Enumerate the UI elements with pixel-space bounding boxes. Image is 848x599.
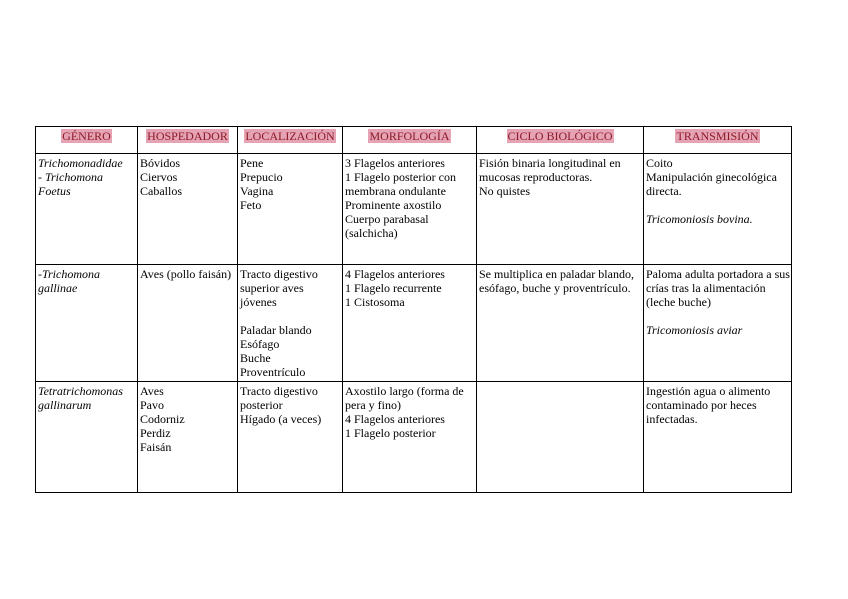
table-row xyxy=(36,154,792,265)
cell-localizacion: Tracto digestivo posterior Hígado (a veces) xyxy=(238,382,343,493)
cell-hospedador: Bóvidos Ciervos Caballos xyxy=(138,154,238,265)
table-row xyxy=(36,382,792,493)
header-row xyxy=(36,127,792,154)
header-localizacion: LOCALIZACIÓN xyxy=(238,127,343,154)
cell-morfologia: 3 Flagelos anteriores 1 Flagelo posterior con membrana ondulante Prominente axostilo Cuerpo parabasal (salchicha) xyxy=(343,154,477,265)
header-morfologia: MORFOLOGÍA xyxy=(343,127,477,154)
cell-localizacion: Pene Prepucio Vagina Feto xyxy=(238,154,343,265)
cell-localizacion: Tracto digestivo superior aves jóvenes Paladar blando Esófago Buche Proventrículo xyxy=(238,265,343,382)
cell-genero: Tetratrichomonas gallinarum xyxy=(36,382,138,493)
trichomonas-table xyxy=(35,126,792,493)
cell-morfologia: Axostilo largo (forma de pera y fino) 4 Flagelos anteriores 1 Flagelo posterior xyxy=(343,382,477,493)
header-hospedador: HOSPEDADOR xyxy=(138,127,238,154)
cell-hospedador: Aves (pollo faisán) xyxy=(138,265,238,382)
cell-genero: -Trichomona gallinae xyxy=(36,265,138,382)
header-genero: GÉNERO xyxy=(36,127,138,154)
cell-hospedador: Aves Pavo Codorniz Perdiz Faisán xyxy=(138,382,238,493)
cell-morfologia: 4 Flagelos anteriores 1 Flagelo recurrente 1 Cistosoma xyxy=(343,265,477,382)
header-ciclo-biologico: CICLO BIOLÓGICO xyxy=(477,127,644,154)
cell-transmision: Paloma adulta portadora a sus crías tras la alimentación (leche buche) Tricomoniosis aviar xyxy=(644,265,792,382)
disease-name: Tricomoniosis aviar xyxy=(646,323,743,337)
cell-genero: Trichomonadidae - Trichomona Foetus xyxy=(36,154,138,265)
cell-ciclo-biologico: Fisión binaria longitudinal en mucosas reproductoras. No quistes xyxy=(477,154,644,265)
cell-ciclo-biologico xyxy=(477,382,644,493)
cell-transmision: Coito Manipulación ginecológica directa. Tricomoniosis bovina. xyxy=(644,154,792,265)
disease-name: Tricomoniosis bovina. xyxy=(646,212,753,226)
header-transmision: TRANSMISIÓN xyxy=(644,127,792,154)
cell-transmision: Ingestión agua o alimento contaminado por heces infectadas. xyxy=(644,382,792,493)
table-row xyxy=(36,265,792,382)
cell-ciclo-biologico: Se multiplica en paladar blando, esófago, buche y proventrículo. xyxy=(477,265,644,382)
